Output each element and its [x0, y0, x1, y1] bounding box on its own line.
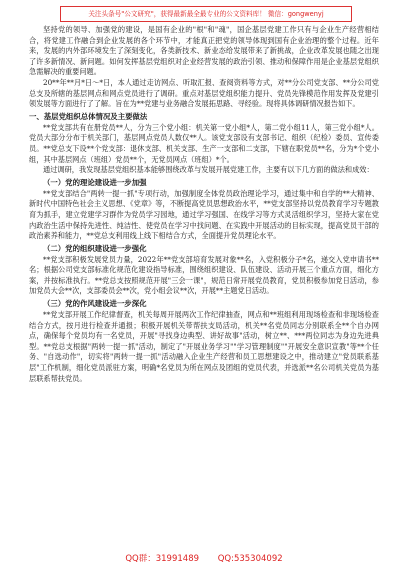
- organization-paragraph: **党支部积极发展党员力量，2022年**党支部培育发展对象**名，入党积极分子*名，递交入党申请书**名；根据公司党支部标准化规范化建设指导标准，围绕组织建设、队伍建设、活动开展三个重点方面，细化方案，并按标准执行。**党总支按照规范开展"三会一课"，规范日常开展党员教育，党员积极参加党日活动，参加党员大会**次，支部委员会**次，党小组会议**次，开展**主题党日活动。: [29, 254, 379, 296]
- research-method-paragraph: 20**年**月*日～*日，本人通过走访网点、听取汇报、查阅资料等方式，对**分公司党支部、**分公司党总支及所辖的基层网点和网点党员进行了调研。重点对基层党组织能力提升、党员先锋模范作用发挥及党建引领发展等方面进行了了解。旨在为**党建与业务融合发展拓思路、寻经验。现将具体调研情况报告如下。: [29, 77, 379, 109]
- footer-contact: [0, 552, 408, 564]
- findings-intro-paragraph: 通过调研，我发现基层党组织基本能够围绕改革与发展开展党建工作，主要有以下几方面的做法和成效：: [43, 165, 374, 175]
- intro-paragraph: 坚持党的领导、加强党的建设，是国有企业的"根"和"魂"，国企基层党建工作只有与企业生产经营相结合，将党建工作融合到企业发展的各个环节中，才能真正把党的领导体现到国有企业治理的整个过程。近年来，发展的内外部环境发生了深刻变化，各类新技术、新业态给发展带来了新挑战，企业改革发展也随之出现了许多新情况、新问题。如何发挥基层党组织对企业经营发展的政治引领、推动和保障作用是企业基层党组织急需解决的重要问题。: [29, 25, 379, 77]
- document-body: [29, 25, 379, 384]
- section-heading-1: 一、基层党组织总体情况及主要做法: [29, 111, 148, 121]
- org-overview-paragraph: **党支部共有在册党员**人，分为三个党小组：机关第一党小组*人，第二党小组11人，第三党小组*人。党员大部分分布于机关部门，基层网点党员人数仅**人。该党支部设有支部书记、组织（纪检）委员、宣传委员。**党总支下设**个党支部：退休支部、机关支部、生产一支部和二支部，下辖在职党员**名，分为*个党小组，其中基层网点（班组）党员**个，无党员网点（班组）*个。: [29, 122, 379, 164]
- theory-paragraph: **党支部结合"两转一提一抓"专项行动，加强制度全体党员政治理论学习，通过集中和自学的**大精神、新时代中国特色社会主义思想、《党章》等，不断提高党员思想政治水平，**党支部坚持以党员教育学习专题教育为抓手，建立党建学习群作为党员学习园地，通过学习强国、在线学习等方式灵活组织学习，坚持大家在党内政治生活中保持先进性、纯洁性、使党员在学习中找问题、在实践中开展活动的目标实现，提高党员干部的政治素养和能力，**党总支利用线上线下相结合方式，全面提升党员理论水平。: [29, 188, 379, 241]
- style-paragraph: **党支部开展工作纪律督查，机关每周开展两次工作纪律抽查，网点和**班组利用现场检查和非现场检查结合方式，按月进行检查并通报；积极开展机关带帮扶支局活动，机关**名党员同志分别联系全**个自办网点，确保每个党员均有一名党员，开展"寻找身边典型、讲好故事"活动，树立**、***两位同志为身边先进典型。**党总支根据"两转一提一抓"活动，制定了"开展业务学习""学习管理制度""开展安全意识宣教"等**个任务、"自选动作"，切实将"两转一提一抓"活动融入企业生产经营和员工思想建设之中，推动建立"党员联系基层"工作机制，细化党员派驻方案，明确*名党员为所在网点及团组的党员代表，并选派**名公司机关党员为基层联系帮扶党员。: [29, 310, 379, 383]
- subheading-theory: （一）党的理论建设进一步加强: [43, 177, 147, 187]
- footer-qq-number: QQ:535304092: [217, 554, 283, 564]
- subheading-organization: （二）党的组织建设进一步强化: [43, 243, 147, 253]
- subheading-style: （三）党的作风建设进一步深化: [43, 299, 147, 309]
- footer-qq-group: QQ群：31991489: [125, 554, 200, 564]
- header-banner: 关注头条号"公文研究"，获得最新最全最专业的公文资料库！ 微信：gongwenyj: [60, 6, 352, 22]
